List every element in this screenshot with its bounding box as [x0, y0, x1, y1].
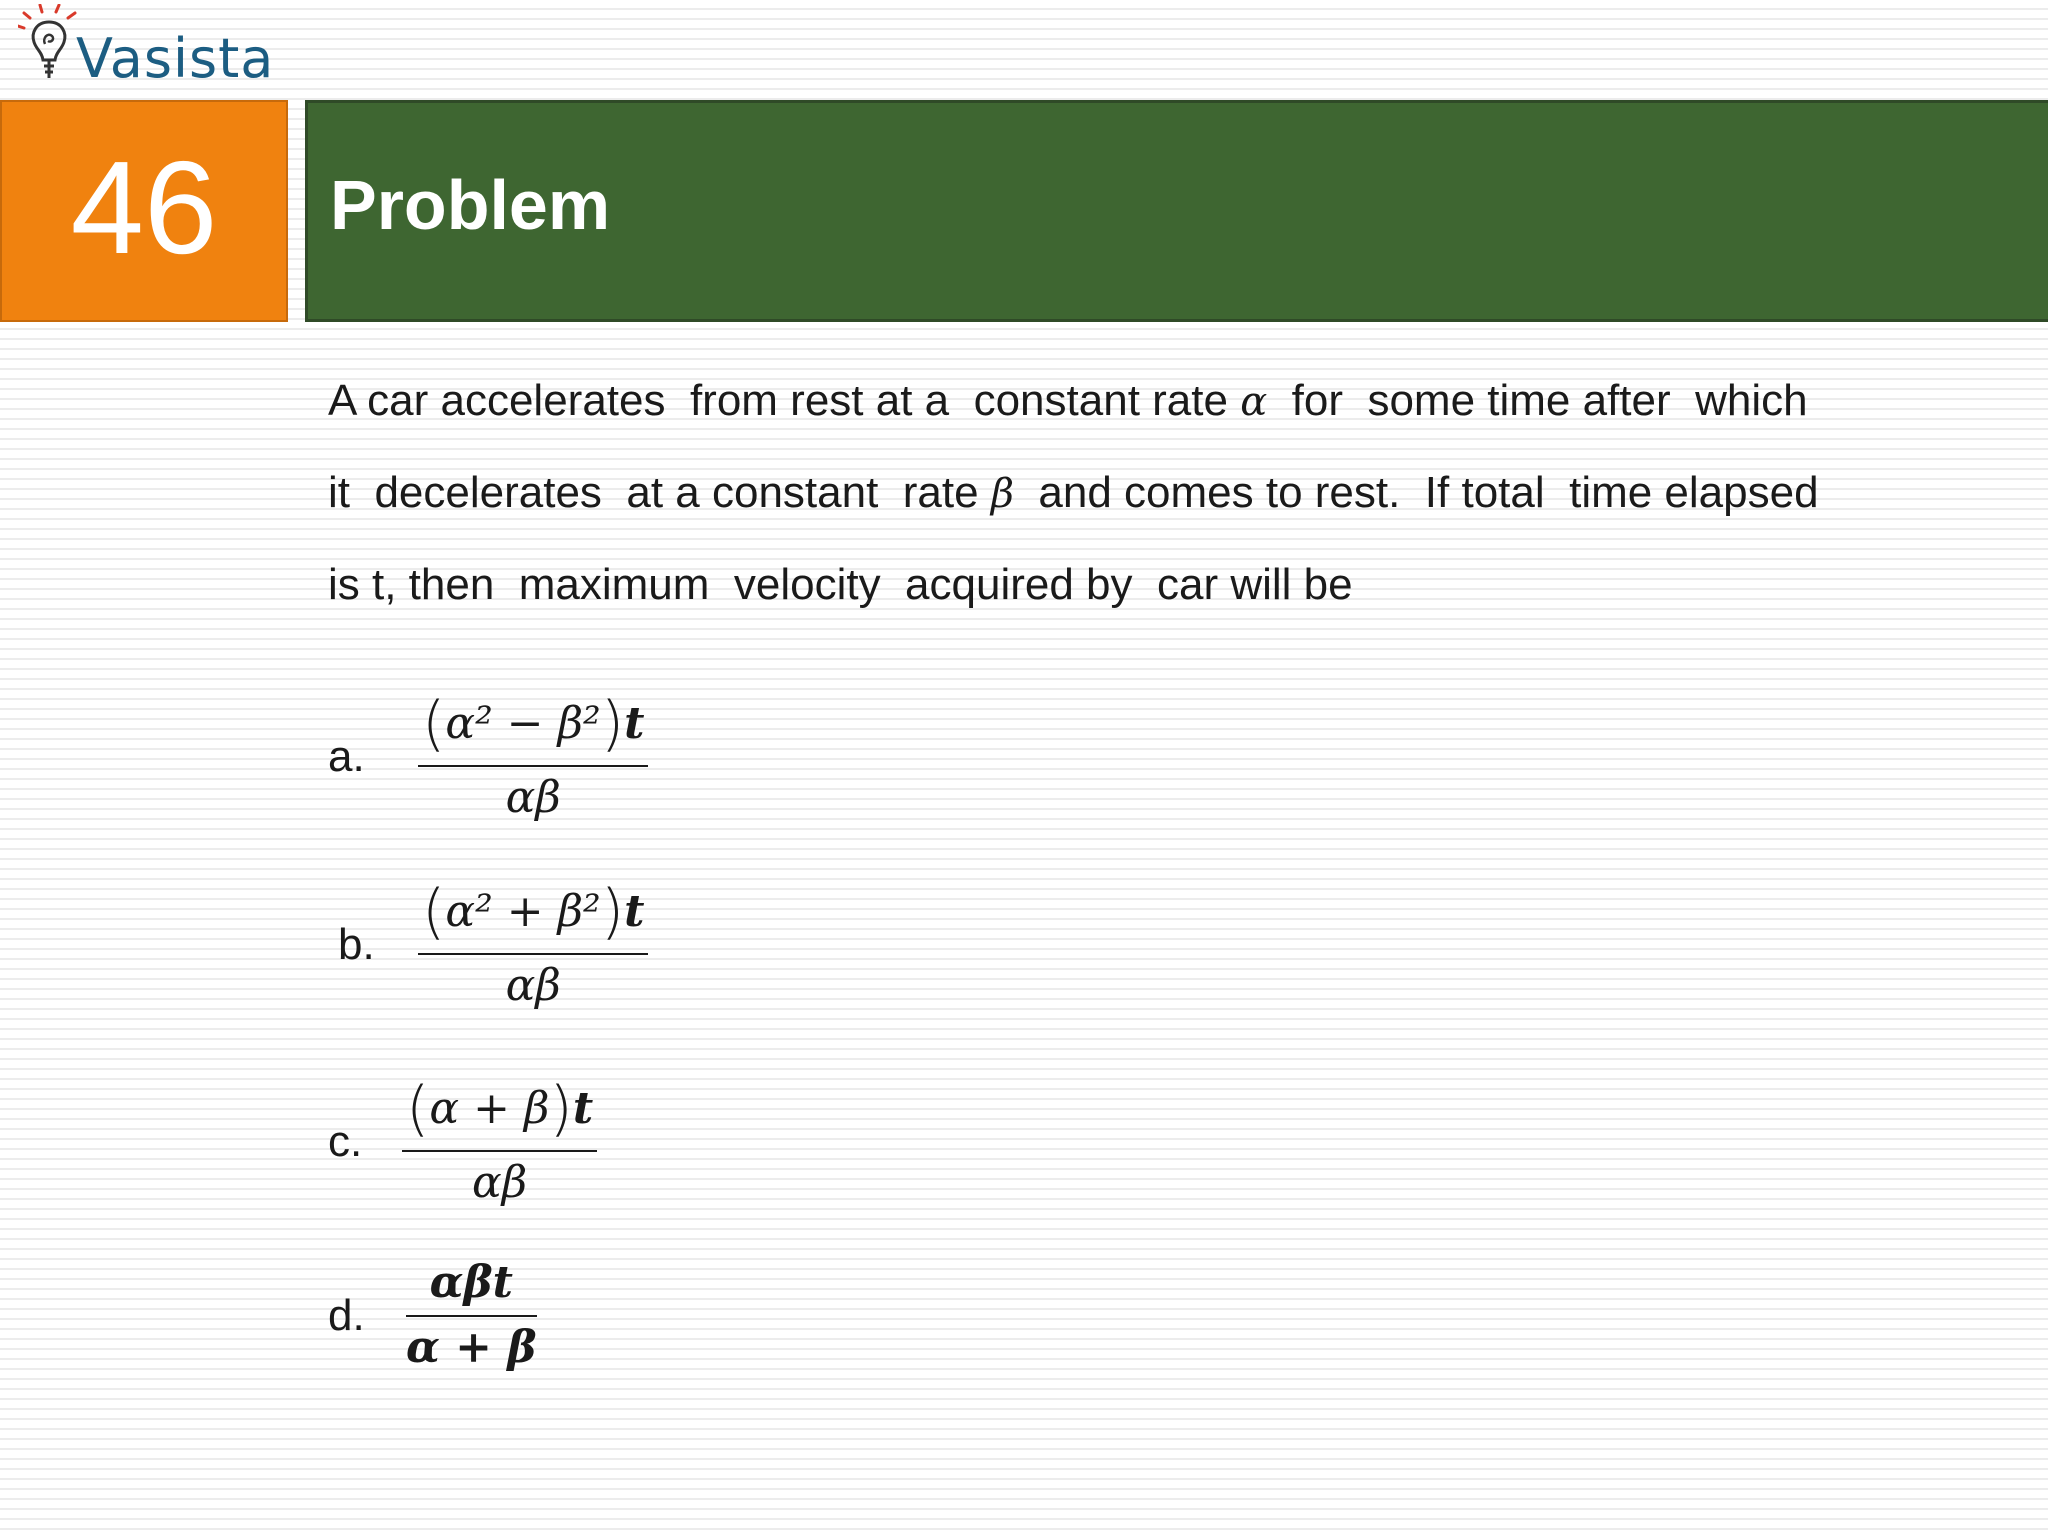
option-c-label: c. — [328, 1116, 363, 1166]
question-line-2-part-b: and comes to rest. If total time elapsed — [1013, 468, 1819, 517]
question-line-2 — [328, 447, 1948, 539]
option-c-numerator-inner: α + β — [429, 1083, 550, 1134]
question-line-1-part-b: for some time after which — [1267, 376, 1808, 425]
slide-number: 46 — [70, 134, 218, 281]
option-b-numerator: (α² + β²)t — [422, 877, 645, 947]
option-a-label: a. — [328, 731, 365, 781]
option-b[interactable] — [328, 878, 648, 1012]
beta-symbol: β — [990, 471, 1014, 517]
option-b-fraction — [418, 878, 648, 1012]
option-d-label: d. — [328, 1290, 365, 1340]
option-a-numerator: (α² − β²)t — [422, 689, 645, 759]
question-line-1-part-a: A car accelerates from rest at a constant rate — [328, 376, 1241, 425]
question-line-3: is t, then maximum velocity acquired by car will be — [328, 560, 1353, 609]
question-text — [328, 355, 1948, 631]
option-a-denominator: αβ — [505, 772, 561, 823]
option-a-numerator-tail: t — [624, 698, 645, 749]
option-c-numerator: (α + β)t — [406, 1074, 594, 1144]
title-bar — [305, 100, 2048, 322]
option-d[interactable] — [328, 1258, 537, 1373]
alpha-symbol: α — [1240, 379, 1268, 425]
option-b-denominator: αβ — [505, 960, 561, 1011]
option-c-fraction — [402, 1075, 597, 1209]
logo-text: Vasista — [76, 27, 275, 90]
slide-number-box — [0, 100, 288, 322]
option-c[interactable] — [328, 1075, 597, 1209]
option-b-numerator-tail: t — [624, 886, 645, 937]
slide-title: Problem — [330, 166, 611, 244]
option-b-label: b. — [338, 919, 375, 969]
option-d-denominator: α + β — [406, 1321, 537, 1373]
option-c-numerator-tail: t — [572, 1083, 594, 1134]
option-b-numerator-inner: α² + β² — [445, 886, 601, 937]
option-a[interactable] — [328, 690, 648, 824]
option-a-numerator-inner: α² − β² — [445, 698, 601, 749]
option-c-denominator: αβ — [472, 1157, 528, 1208]
option-d-numerator: αβt — [429, 1257, 513, 1308]
option-d-fraction — [406, 1258, 537, 1373]
option-a-fraction — [418, 690, 648, 824]
question-line-2-part-a: it decelerates at a constant rate — [328, 468, 991, 517]
vasista-logo — [18, 4, 288, 96]
question-line-1 — [328, 355, 1948, 447]
